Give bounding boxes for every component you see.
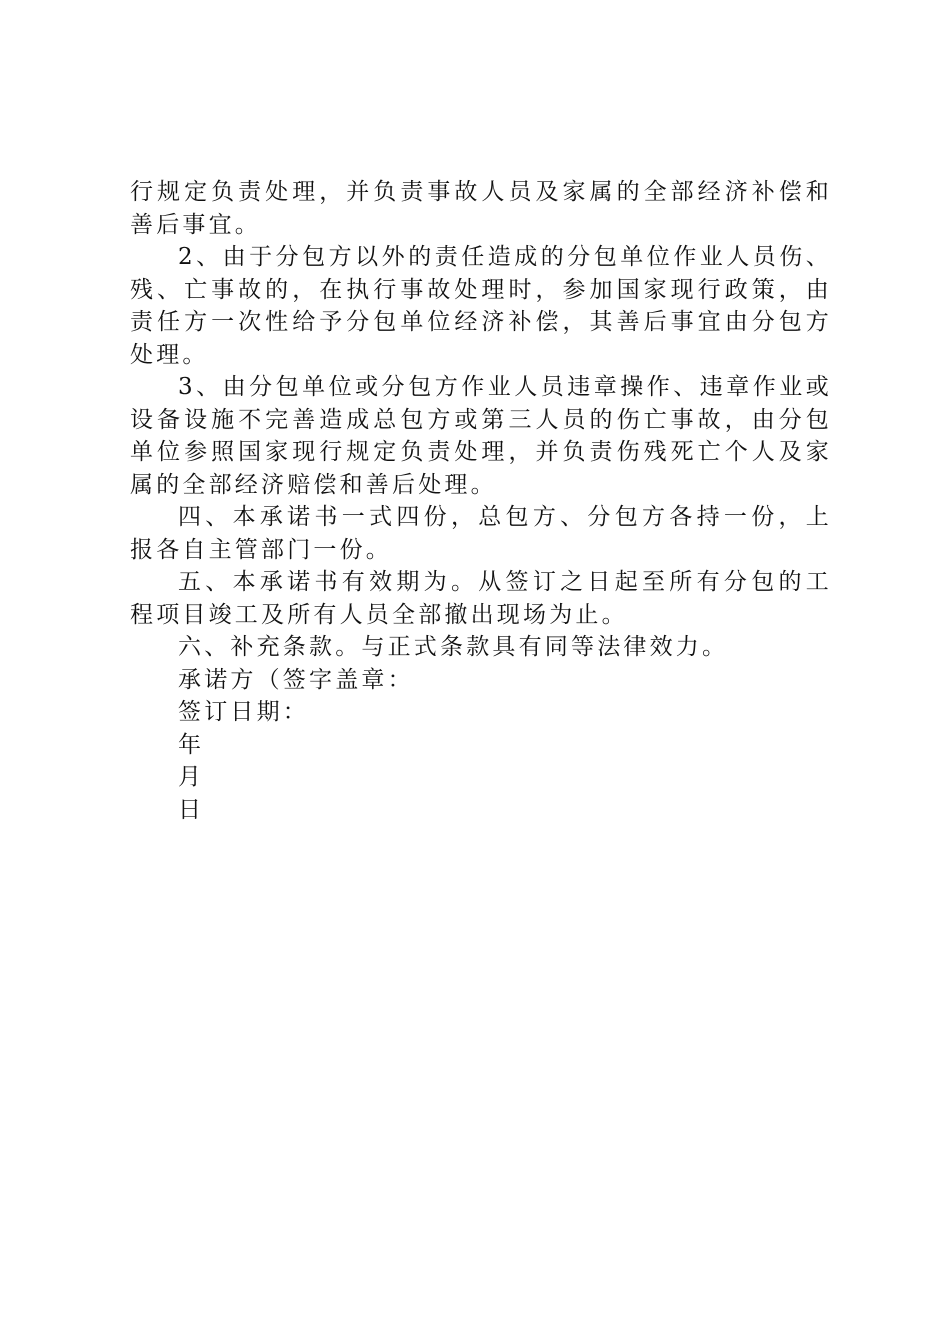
paragraph-clause-3: 3、由分包单位或分包方作业人员违章操作、违章作业或设备设施不完善造成总包方或第三人员的伤亡事故，由分包单位参照国家现行规定负责处理，并负责伤残死亡个人及家属的全部经济赔偿和善后处理。 [130, 374, 832, 498]
signature-month: 月 [178, 764, 205, 790]
document-body [130, 176, 832, 826]
signature-year: 年 [178, 731, 205, 758]
signature-date-label: 签订日期： [178, 699, 309, 725]
signature-party-label: 承诺方（签字盖章： [178, 666, 414, 693]
paragraph-continuation: 行规定负责处理，并负责事故人员及家属的全部经济补偿和善后事宜。 [130, 179, 832, 238]
paragraph-section-4: 四、本承诺书一式四份，总包方、分包方各持一份，上报各自主管部门一份。 [130, 504, 832, 563]
paragraph-section-6: 六、补充条款。与正式条款具有同等法律效力。 [178, 634, 729, 660]
paragraph-section-5: 五、本承诺书有效期为。从签订之日起至所有分包的工程项目竣工及所有人员全部撤出现场为止。 [130, 569, 832, 628]
paragraph-clause-2: 2、由于分包方以外的责任造成的分包单位作业人员伤、残、亡事故的，在执行事故处理时，参加国家现行政策，由责任方一次性给予分包单位经济补偿，其善后事宜由分包方处理。 [130, 244, 832, 368]
signature-day: 日 [178, 796, 205, 823]
